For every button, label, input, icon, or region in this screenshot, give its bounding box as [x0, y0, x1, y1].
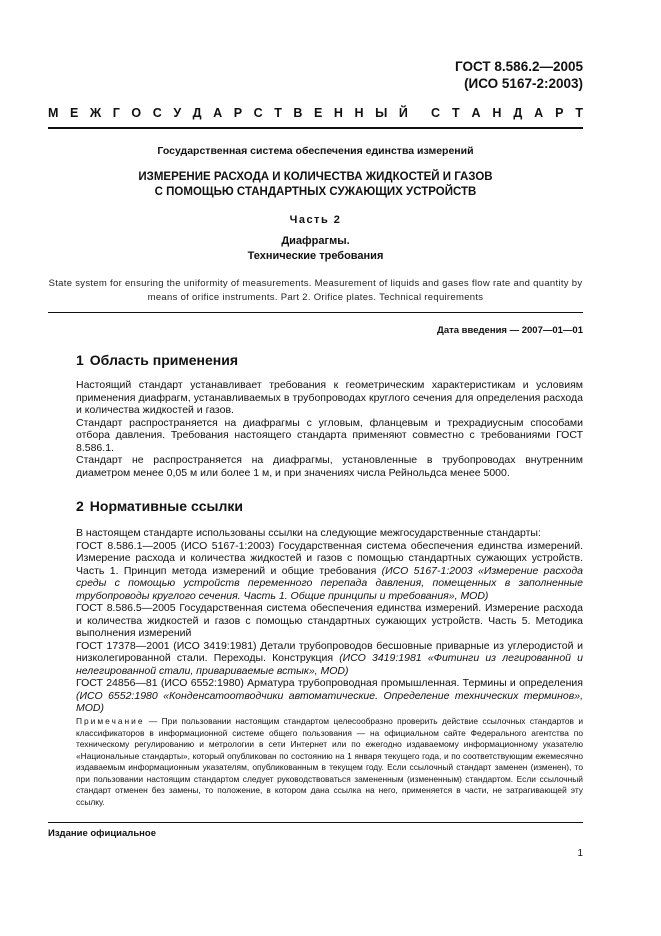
banner-letter: Т — [575, 106, 583, 120]
section-1-number: 1 — [76, 352, 84, 368]
banner-letter: Р — [555, 106, 564, 120]
document-code — [455, 58, 583, 92]
banner-letter: А — [534, 106, 544, 120]
banner-letter: С — [431, 106, 441, 120]
note-label: Примечание — [76, 716, 145, 726]
banner-letter: Д — [192, 106, 202, 120]
banner-letter: Е — [314, 106, 323, 120]
banner-letter: Й — [398, 106, 408, 120]
official-edition: Издание официальное — [48, 828, 156, 839]
banner-letter: А — [471, 106, 481, 120]
iso-code: (ИСО 5167-2:2003) — [464, 76, 583, 91]
section-1-heading — [76, 352, 244, 368]
english-title — [48, 277, 583, 305]
reference-text: ГОСТ 24856—81 (ИСО 6552:1980) Арматура трубопроводная промышленная. Термины и определения — [76, 677, 583, 689]
main-title-line2: С ПОМОЩЬЮ СТАНДАРТНЫХ СУЖАЮЩИХ УСТРОЙСТВ — [154, 186, 477, 198]
banner-letter: Г — [112, 106, 120, 120]
main-title-line1: ИЗМЕРЕНИЕ РАСХОДА И КОЛИЧЕСТВА ЖИДКОСТЕЙ И ГАЗОВ — [138, 171, 493, 183]
banner-letter: Р — [233, 106, 243, 120]
banner-letter: Н — [333, 106, 343, 120]
section-1-paragraph: Стандарт распространяется на диафрагмы с угловым, фланцевым и трехрадиусным способами отбора давления. Требования настоящего стандарта применяют совместно с требованиями ГОСТ 8.586.1. — [76, 416, 583, 454]
banner-letter: А — [213, 106, 223, 120]
banner-word-standard — [431, 106, 583, 120]
reference-text: ГОСТ 8.586.5—2005 Государственная система обеспечения единства измерений. Измерение расхода и количества жидкостей и газов с помощью стандартных сужающих устройств. Часть 5. Методика выполнения измерений — [76, 602, 583, 639]
note-text: — При пользовании настоящим стандартом целесообразно проверить действие ссылочных стандартов и классификаторов в информационной системе общего пользования — на официальном сайте Федерального агентства по техническому регулированию и метрологии в сети Интернет или по ежегодно издаваемому информационному указателю «Национальные стандарты», который опубликован по состоянию на 1 января текущего года, и по соответствующим ежемесячно издаваемым информационным указателям, опубликованным в текущем году. Если ссылочный стандарт заменен (изменен), то при пользовании настоящим стандартом следует руководствоваться замененным (измененным) стандартом. Если ссылочный стандарт отменен без замены, то положение, в котором дана ссылка на него, применяется в части, не затрагивающей эту ссылку. — [76, 716, 583, 807]
banner-letter: Н — [492, 106, 502, 120]
reference-equivalent: (ИСО 3419:1981 «Фитинги из легированной и нелегированной стали, привариваемые встык», MOD) — [76, 652, 583, 677]
banner-letter: Ж — [89, 106, 102, 120]
system-title: Государственная система обеспечения единства измерений — [157, 145, 474, 157]
english-title-line2: means of orifice instruments. Part 2. Orifice plates. Technical requirements — [147, 292, 484, 303]
main-title — [48, 170, 583, 200]
intro-date: Дата введения — 2007—01—01 — [437, 325, 583, 336]
standard-banner — [48, 106, 583, 120]
section-2-heading — [76, 498, 249, 514]
english-title-line1: State system for ensuring the uniformity of measurements. Measurement of liquids and gases flow rate and quantity by — [48, 278, 583, 289]
section-1-body — [76, 379, 583, 479]
subtitle-line2: Технические требования — [247, 250, 384, 262]
banner-letter: Т — [274, 106, 282, 120]
reference-item — [76, 677, 583, 715]
reference-item — [76, 602, 583, 640]
banner-rule — [48, 127, 583, 129]
banner-letter: У — [173, 106, 182, 120]
banner-letter: С — [152, 106, 162, 120]
section-2-number: 2 — [76, 498, 84, 514]
banner-letter: Ы — [375, 106, 388, 120]
section-2-title: Нормативные ссылки — [89, 498, 243, 514]
reference-equivalent: (ИСО 5167-1:2003 «Измерение расхода среды с помощью устройств переменного перепада давления, помещенных в заполненные трубопроводы круглого сечения. Часть 1. Общие принципы и требования», MOD) — [76, 564, 583, 602]
title-rule — [48, 312, 583, 313]
section-1-title: Область применения — [89, 352, 239, 368]
reference-item — [76, 540, 583, 603]
section-1-paragraph: Настоящий стандарт устанавливает требования к геометрическим характеристикам и условиям применения диафрагм, устанавливаемых в трубопроводах круглого сечения для определения расхода и количества жидкостей и газов. — [76, 379, 583, 416]
reference-text: ГОСТ 8.586.1—2005 (ИСО 5167-1:2003) Государственная система обеспечения единства измерений. Измерение расхода и количества жидкостей и газов с помощью стандартных сужающих устройств. Часть 1. Принцип метода измерений и общие требования — [76, 539, 583, 577]
footer-rule — [48, 822, 583, 823]
banner-letter: С — [253, 106, 263, 120]
banner-word-interstate — [48, 106, 408, 120]
part-label: Часть 2 — [289, 214, 342, 226]
banner-letter: Д — [513, 106, 523, 120]
banner-letter: О — [131, 106, 142, 120]
note-block — [76, 716, 583, 808]
banner-letter: Е — [69, 106, 79, 120]
banner-letter: Т — [451, 106, 460, 120]
banner-letter: Н — [354, 106, 364, 120]
section-2-body — [76, 527, 583, 715]
banner-letter: М — [48, 106, 59, 120]
page-number: 1 — [577, 848, 583, 859]
subtitle-line1: Диафрагмы. — [281, 235, 350, 247]
banner-letter: В — [293, 106, 303, 120]
gost-code: ГОСТ 8.586.2—2005 — [455, 59, 583, 74]
reference-text: ГОСТ 17378—2001 (ИСО 3419:1981) Детали трубопроводов бесшовные приварные из углеродистой и низколегированной стали. Переходы. Конструкция — [76, 639, 583, 664]
references-intro: В настоящем стандарте использованы ссылки на следующие межгосударственные стандарты: — [76, 527, 541, 539]
reference-item — [76, 640, 583, 678]
reference-equivalent: (ИСО 6552:1980 «Конденсатоотводчики автоматические. Определение технических терминов», MOD) — [76, 689, 583, 714]
section-1-paragraph: Стандарт не распространяется на диафрагмы, установленные в трубопроводах внутренним диаметром менее 0,05 м или более 1 м, и при значениях числа Рейнольдса менее 5000. — [76, 454, 583, 479]
